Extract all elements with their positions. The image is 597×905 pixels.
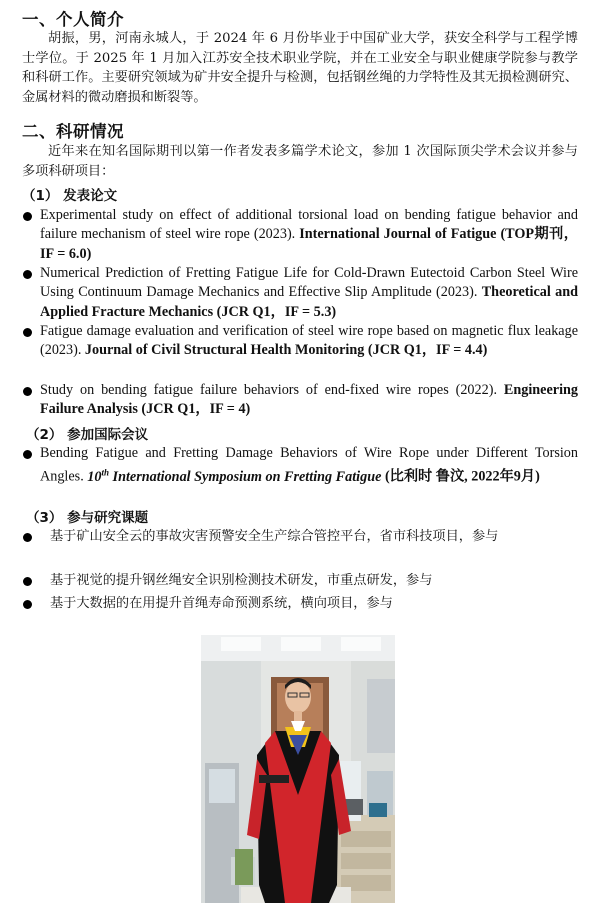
papers-heading: （1） 发表论文	[22, 188, 118, 204]
conference-title: Bending Fatigue and Fretting Damage Behaviors of Wire Rope under Different Torsion Angles.	[40, 445, 578, 486]
paper-title: Numerical Prediction of Fretting Fatigue Life for Cold-Drawn Eutectoid Carbon Steel Wire Using Continuum Damage Mechanics and Effective Slip Amplitude (2023).	[40, 265, 578, 301]
conference-heading: （2） 参加国际会议	[26, 427, 149, 443]
paper-item	[22, 206, 578, 264]
conference-note: (比利时 鲁汶, 2022年9月)	[384, 469, 540, 486]
paper-item	[22, 264, 578, 322]
paper-venue: Theoretical and Applied Fracture Mechanics (JCR Q1，IF = 5.3)	[40, 284, 578, 320]
bullet-icon	[23, 270, 32, 279]
project-text: 基于大数据的在用提升首绳寿命预测系统，横向项目，参与	[50, 596, 393, 611]
conference-number: 10	[87, 469, 102, 486]
paper-venue: International Journal of Fatigue (TOP期刊，IF = 6.0)	[40, 226, 578, 262]
conference-ordinal-suffix: th	[101, 467, 109, 478]
paper-title: Study on bending fatigue failure behaviors of end-fixed wire ropes (2022).	[40, 382, 497, 398]
bullet-icon	[23, 577, 32, 586]
project-item	[22, 571, 578, 591]
bullet-icon	[23, 600, 32, 609]
conference-item	[22, 444, 578, 488]
project-text: 基于矿山安全云的事故灾害预警安全生产综合管控平台，省市科技项目，参与	[50, 529, 499, 544]
paper-title: Experimental study on effect of additional torsional load on bending fatigue behavior and failure mechanism of steel wire rope (2023).	[40, 207, 578, 243]
project-item	[22, 594, 578, 614]
bullet-icon	[23, 533, 32, 542]
section-heading-intro: 一、个人简介	[22, 10, 124, 29]
portrait-photo	[201, 635, 395, 903]
projects-heading: （3） 参与研究课题	[26, 510, 149, 526]
bullet-icon	[23, 328, 32, 337]
section-heading-research: 二、科研情况	[22, 122, 124, 141]
paper-venue: Engineering Failure Analysis (JCR Q1，IF = 4)	[40, 382, 579, 418]
intro-paragraph: 胡振，男，河南永城人，于 2024 年 6 月份毕业于中国矿业大学，获安全科学与工程学博士学位。于 2025 年 1 月加入江苏安全技术职业学院，并在工业安全与职业健康学院参与教学和科研工作。主要研究领域为矿井安全提升与检测，包括钢丝绳的力学特性及其无损检测研究、金属材料的微动磨损和断裂等。	[22, 31, 578, 105]
bullet-icon	[23, 450, 32, 459]
research-paragraph: 近年来在知名国际期刊以第一作者发表多篇学术论文，参加 1 次国际顶尖学术会议并参与多项科研项目：	[22, 144, 578, 179]
conference-venue: International Symposium on Fretting Fatigue	[112, 469, 382, 486]
paper-venue: Journal of Civil Structural Health Monitoring (JCR Q1，IF = 4.4)	[84, 342, 488, 359]
project-text: 基于视觉的提升钢丝绳安全识别检测技术研发，市重点研发，参与	[50, 573, 433, 588]
paper-item	[22, 381, 578, 420]
project-item	[22, 527, 578, 547]
paper-item	[22, 322, 578, 361]
paper-title: Fatigue damage evaluation and verification of steel wire rope based on magnetic flux leakage (2023).	[40, 323, 578, 359]
bullet-icon	[23, 212, 32, 221]
bullet-icon	[23, 387, 32, 396]
